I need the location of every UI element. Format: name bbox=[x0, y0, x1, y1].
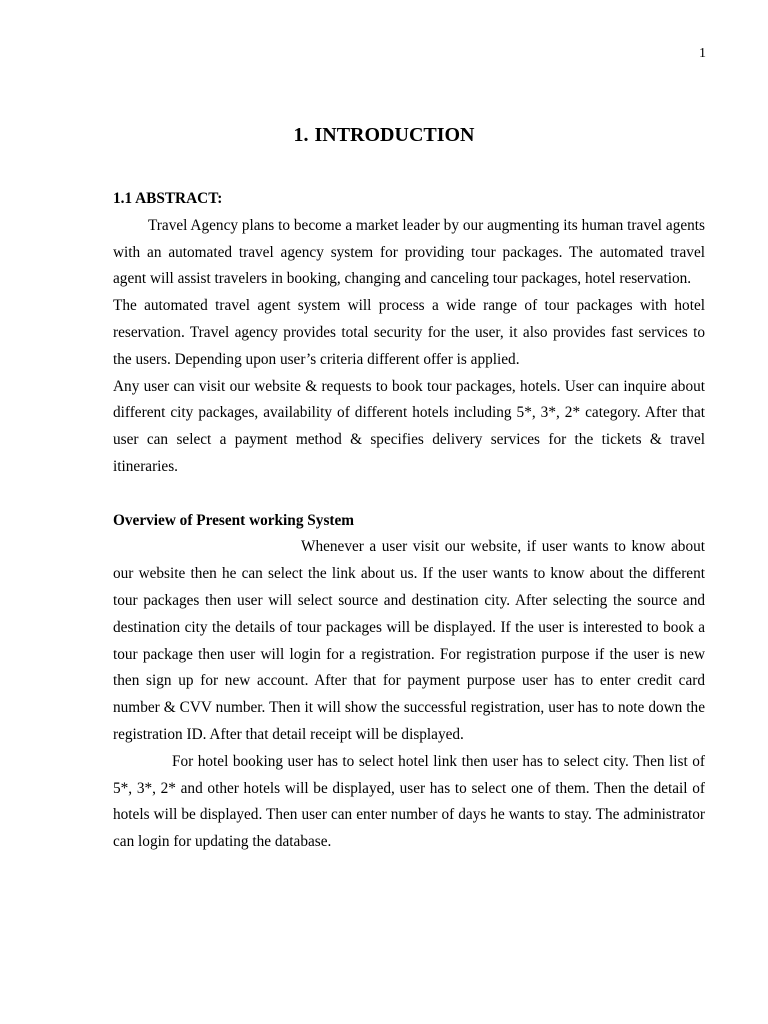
chapter-title bbox=[0, 123, 768, 147]
abstract-paragraph-3: Any user can visit our website & requests to book tour packages, hotels. User can inquire about different city packages, availability of different hotels including 5*, 3*, 2* category. After that user can select a payment method & specifies delivery services for the tickets & travel itineraries. bbox=[113, 377, 705, 475]
chapter-title-text: INTRODUCTION bbox=[314, 124, 475, 146]
abstract-paragraph-2: The automated travel agent system will process a wide range of tour packages with hotel reservation. Travel agency provides total security for the user, it also provides fast services to the users. Depending upon user’s criteria different offer is applied. bbox=[113, 297, 705, 368]
abstract-paragraph-1: Travel Agency plans to become a market leader by our augmenting its human travel agents with an automated travel agency system for providing tour packages. The automated travel agent will assist travelers in booking, changing and canceling tour packages, hotel reservation. bbox=[113, 216, 705, 288]
section-spacer bbox=[113, 481, 705, 508]
abstract-heading: 1.1 ABSTRACT: bbox=[113, 190, 223, 207]
document-body bbox=[113, 186, 705, 856]
chapter-number: 1. bbox=[293, 124, 309, 146]
overview-paragraph-2: For hotel booking user has to select hotel link then user has to select city. Then list of 5*, 3*, 2* and other hotels will be displayed, user has to select one of them. Then the detail of hotels will be displayed. Then user can enter number of days he wants to stay. The administrator can login for updating the database. bbox=[113, 752, 705, 851]
page-number: 1 bbox=[699, 46, 706, 61]
overview-heading: Overview of Present working System bbox=[113, 511, 355, 529]
overview-paragraph-1: Whenever a user visit our website, if user wants to know about our website then he can select the link about us. If the user wants to know about the different tour packages then user will select source and destination city. After selecting the source and destination city the details of tour packages will be displayed. If the user is interested to book a tour package then user will login for a registration. For registration purpose if the user is new then sign up for new account. After that for payment purpose user has to enter credit card number & CVV number. Then it will show the successful registration, user has to note down the registration ID. After that detail receipt will be displayed. bbox=[113, 538, 705, 743]
